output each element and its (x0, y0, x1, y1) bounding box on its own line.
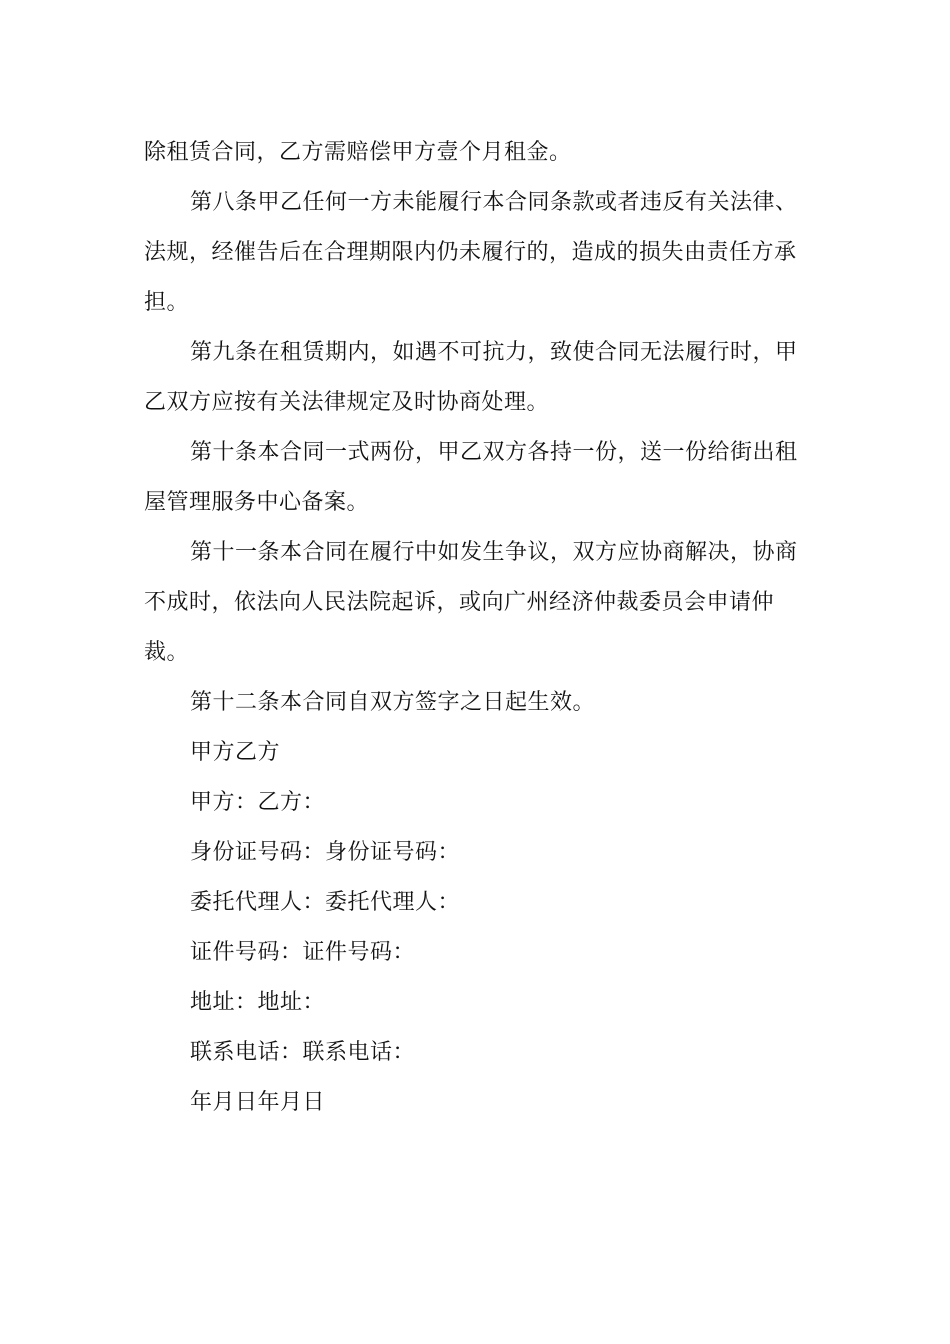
signature-id-numbers: 身份证号码：身份证号码： (190, 840, 461, 865)
clause-12: 第十二条本合同自双方签字之日起生效。 (190, 690, 596, 715)
signature-block (144, 728, 808, 1128)
clause-10: 第十条本合同一式两份，甲乙双方各持一份，送一份给街出租屋管理服务中心备案。 (144, 440, 798, 515)
signature-addresses: 地址：地址： (190, 990, 326, 1015)
clause-11: 第十一条本合同在履行中如发生争议，双方应协商解决，协商不成时，依法向人民法院起诉，或向广州经济仲裁委员会申请仲裁。 (144, 540, 798, 665)
signature-agents: 委托代理人：委托代理人： (190, 890, 461, 915)
signature-cert-numbers: 证件号码：证件号码： (190, 940, 416, 965)
signature-names: 甲方：乙方： (190, 790, 326, 815)
clause-9: 第九条在租赁期内，如遇不可抗力，致使合同无法履行时，甲乙双方应按有关法律规定及时协商处理。 (144, 340, 798, 415)
clause-8: 第八条甲乙任何一方未能履行本合同条款或者违反有关法律、法规，经催告后在合理期限内仍未履行的，造成的损失由责任方承担。 (144, 190, 798, 315)
paragraph-continuation: 除租赁合同，乙方需赔偿甲方壹个月租金。 (144, 140, 572, 165)
signature-phones: 联系电话：联系电话： (190, 1040, 416, 1065)
signature-dates: 年月日年月日 (190, 1090, 326, 1115)
signature-parties: 甲方乙方 (190, 740, 281, 765)
document-body (144, 128, 808, 1128)
